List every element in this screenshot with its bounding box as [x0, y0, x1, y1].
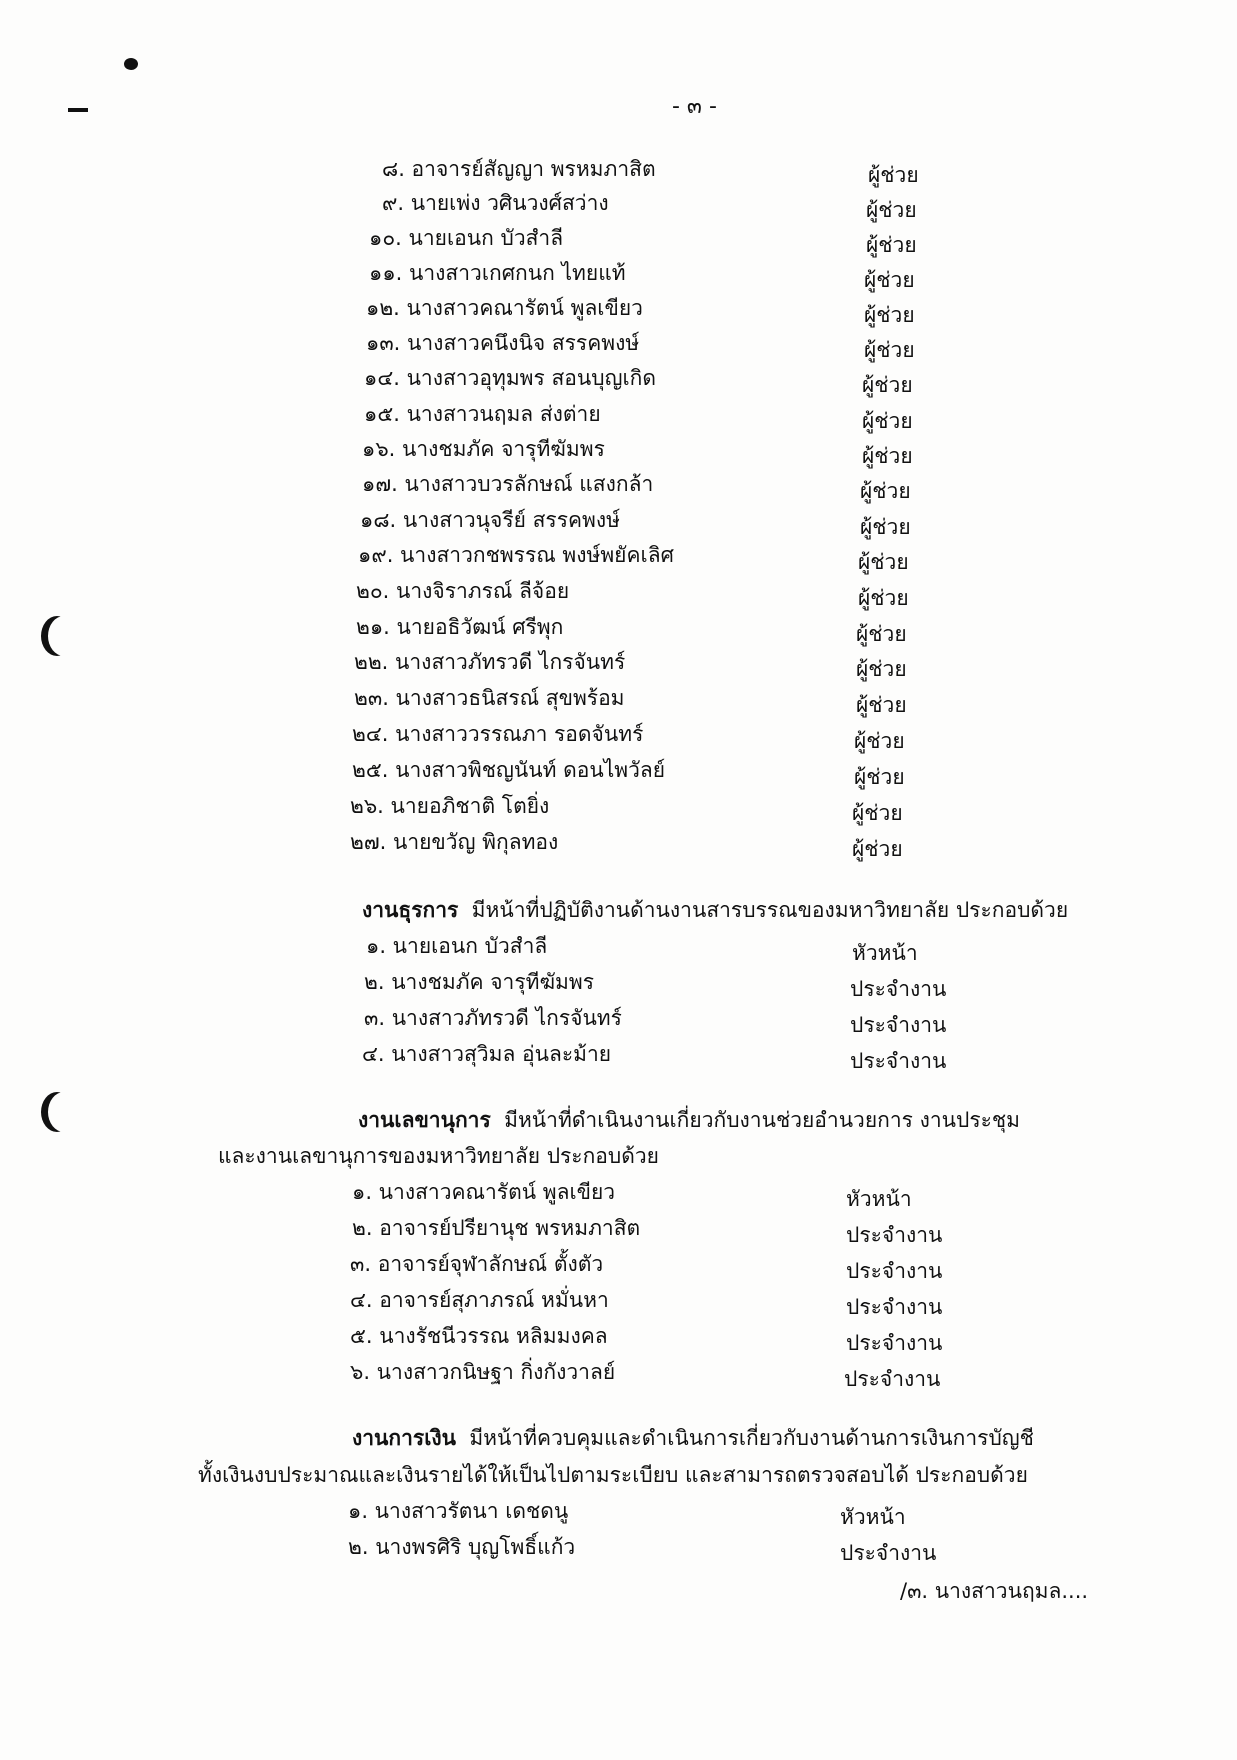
list-item-role: ประจำงาน: [844, 1367, 941, 1391]
section-title: งานการเงิน: [352, 1426, 456, 1450]
list-item-name: ๑๙. นางสาวกชพรรณ พงษ์พยัคเลิศ: [358, 543, 674, 567]
list-item-role: หัวหน้า: [846, 1187, 912, 1211]
list-item-name: ๔. นางสาวสุวิมล อุ่นละม้าย: [362, 1042, 612, 1066]
section-description: มีหน้าที่ปฏิบัติงานด้านงานสารบรรณของมหาวิทยาลัย ประกอบด้วย: [471, 898, 1069, 922]
section-description-continued: ทั้งเงินงบประมาณและเงินรายได้ให้เป็นไปตามระเบียบ และสามารถตรวจสอบได้ ประกอบด้วย: [198, 1463, 1028, 1487]
list-item-name: ๓. นางสาวภัทรวดี ไกรจันทร์: [364, 1006, 622, 1030]
list-item-role: ผู้ช่วย: [858, 586, 909, 610]
list-item-name: ๑๓. นางสาวคนึงนิจ สรรคพงษ์: [366, 331, 640, 355]
list-item-name: ๑๖. นางชมภัค จารุทีฆัมพร: [362, 437, 605, 461]
list-item-name: ๑๕. นางสาวนฤมล ส่งต่าย: [364, 402, 601, 426]
list-item-role: ผู้ช่วย: [864, 303, 915, 327]
list-item-name: ๒๑. นายอธิวัฒน์ ศรีพุก: [356, 615, 564, 639]
list-item-role: ผู้ช่วย: [854, 765, 905, 789]
list-item-role: ผู้ช่วย: [852, 801, 903, 825]
section-heading: [362, 893, 1068, 927]
list-item-name: ๒๖. นายอภิชาติ โตยิ่ง: [350, 794, 550, 818]
list-item-name: ๓. อาจารย์จุฬาลักษณ์ ตั้งตัว: [350, 1252, 604, 1276]
list-item-role: ประจำงาน: [850, 1013, 947, 1037]
list-item-role: ผู้ช่วย: [866, 233, 917, 257]
list-item-role: ผู้ช่วย: [862, 409, 913, 433]
binder-hole-mark: [48, 616, 80, 656]
list-item-role: ผู้ช่วย: [864, 268, 915, 292]
list-item-name: ๑๐. นายเอนก บัวสำลี: [369, 226, 564, 250]
list-item-name: ๒๕. นางสาวพิชญนันท์ ดอนไพวัลย์: [352, 758, 666, 782]
list-item-name: ๒๔. นางสาววรรณภา รอดจันทร์: [352, 722, 644, 746]
section-description: มีหน้าที่ดำเนินงานเกี่ยวกับงานช่วยอำนวยการ งานประชุม: [504, 1108, 1020, 1132]
list-item-role: ผู้ช่วย: [866, 198, 917, 222]
list-item-role: ประจำงาน: [846, 1223, 943, 1247]
section-description: มีหน้าที่ควบคุมและดำเนินการเกี่ยวกับงานด้านการเงินการบัญชี: [469, 1426, 1034, 1450]
scan-dot-mark: [124, 58, 138, 70]
list-item-name: ๑. นางสาวรัตนา เดชดนู: [348, 1499, 569, 1523]
list-item-role: ผู้ช่วย: [860, 479, 911, 503]
list-item-role: ผู้ช่วย: [856, 622, 907, 646]
list-item-name: ๑๗. นางสาวบวรลักษณ์ แสงกล้า: [362, 472, 654, 496]
scan-dash-mark: [68, 108, 88, 112]
list-item-name: ๙. นายเพ่ง วศินวงศ์สว่าง: [382, 191, 609, 215]
list-item-role: ผู้ช่วย: [862, 444, 913, 468]
list-item-role: ผู้ช่วย: [852, 837, 903, 861]
list-item-name: ๑๒. นางสาวคณารัตน์ พูลเขียว: [366, 296, 643, 320]
list-item-name: ๔. อาจารย์สุภาภรณ์ หมั่นหา: [350, 1288, 609, 1312]
list-item-role: ประจำงาน: [846, 1295, 943, 1319]
list-item-role: ประจำงาน: [850, 977, 947, 1001]
page-number: - ๓ -: [672, 94, 717, 119]
list-item-name: ๒. นางชมภัค จารุทีฆัมพร: [364, 970, 595, 994]
list-item-role: ผู้ช่วย: [856, 657, 907, 681]
list-item-name: ๒๒. นางสาวภัทรวดี ไกรจันทร์: [354, 650, 626, 674]
list-item-role: ผู้ช่วย: [856, 693, 907, 717]
list-item-name: ๒. นางพรศิริ บุญโพธิ์แก้ว: [348, 1535, 576, 1559]
section-heading: [352, 1421, 1034, 1455]
list-item-role: ประจำงาน: [846, 1331, 943, 1355]
list-item-name: ๘. อาจารย์สัญญา พรหมภาสิต: [382, 157, 656, 181]
list-item-role: ประจำงาน: [840, 1541, 937, 1565]
list-item-name: ๑๑. นางสาวเกศกนก ไทยแท้: [369, 261, 626, 285]
section-heading: [358, 1103, 1020, 1137]
list-item-role: ผู้ช่วย: [868, 163, 919, 187]
section-title: งานเลขานุการ: [358, 1108, 491, 1132]
list-item-role: ผู้ช่วย: [862, 373, 913, 397]
list-item-role: ประจำงาน: [846, 1259, 943, 1283]
list-item-role: หัวหน้า: [852, 941, 918, 965]
list-item-role: ผู้ช่วย: [858, 550, 909, 574]
list-item-name: ๒๗. นายขวัญ พิกุลทอง: [350, 830, 559, 854]
section-title: งานธุรการ: [362, 898, 459, 922]
continuation-note: /๓. นางสาวนฤมล....: [900, 1579, 1089, 1603]
list-item-role: หัวหน้า: [840, 1505, 906, 1529]
list-item-name: ๒. อาจารย์ปรียานุช พรหมภาสิต: [352, 1216, 641, 1240]
list-item-name: ๒๐. นางจิราภรณ์ ลีจ้อย: [356, 579, 570, 603]
list-item-name: ๑๘. นางสาวนุจรีย์ สรรคพงษ์: [360, 508, 620, 532]
list-item-role: ผู้ช่วย: [864, 338, 915, 362]
list-item-name: ๕. นางรัชนีวรรณ หลิมมงคล: [350, 1324, 608, 1348]
list-item-role: ผู้ช่วย: [854, 729, 905, 753]
list-item-role: ผู้ช่วย: [860, 515, 911, 539]
list-item-name: ๒๓. นางสาวธนิสรณ์ สุขพร้อม: [354, 686, 625, 710]
list-item-name: ๑๔. นางสาวอุทุมพร สอนบุญเกิด: [364, 366, 657, 390]
list-item-name: ๖. นางสาวกนิษฐา กิ่งกังวาลย์: [350, 1360, 616, 1384]
section-description-continued: และงานเลขานุการของมหาวิทยาลัย ประกอบด้วย: [218, 1144, 659, 1168]
list-item-name: ๑. นายเอนก บัวสำลี: [366, 934, 548, 958]
list-item-name: ๑. นางสาวคณารัตน์ พูลเขียว: [352, 1180, 616, 1204]
list-item-role: ประจำงาน: [850, 1049, 947, 1073]
binder-hole-mark: [48, 1092, 80, 1132]
